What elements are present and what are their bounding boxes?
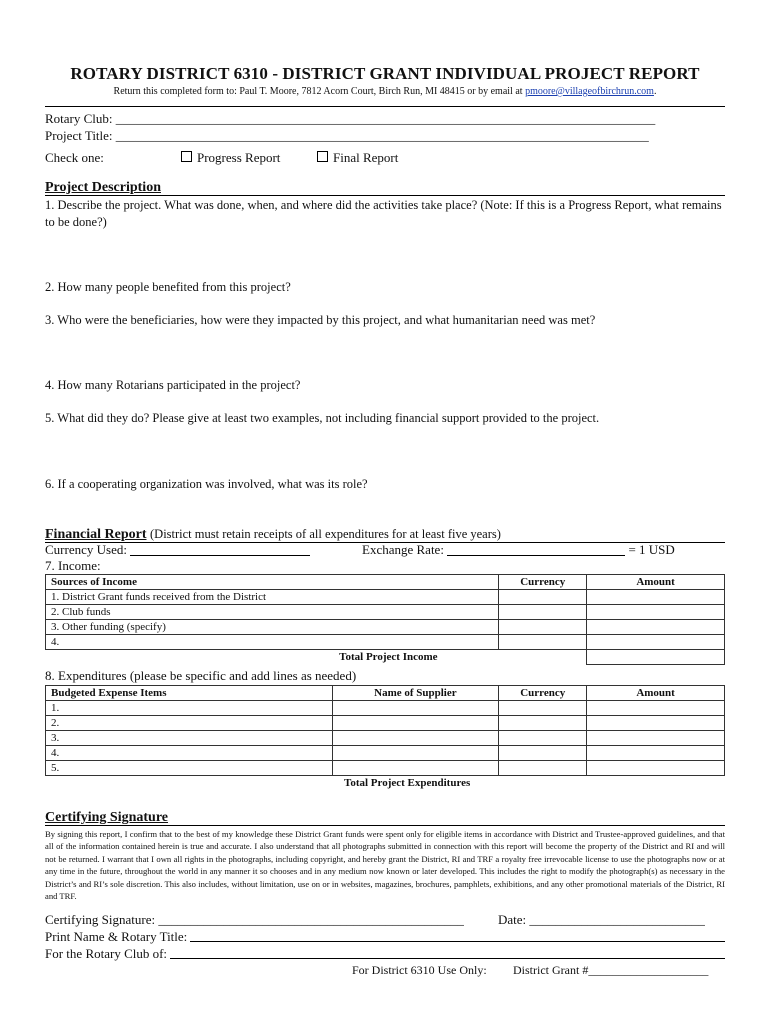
income-header-row — [46, 575, 725, 590]
income-row-label: 1. District Grant funds received from the District — [46, 590, 499, 605]
date-field[interactable]: Date: ___________________________ — [498, 912, 705, 927]
table-row — [46, 605, 725, 620]
table-row — [46, 590, 725, 605]
table-row — [46, 731, 725, 746]
expend-row-label[interactable]: 5. — [46, 761, 333, 776]
total-income-amount[interactable] — [587, 650, 725, 665]
income-amount-cell[interactable] — [587, 620, 725, 635]
income-amount-cell[interactable] — [587, 590, 725, 605]
question-3: 3. Who were the beneficiaries, how were they impacted by this project, and what humanitarian need was met? — [45, 313, 596, 327]
income-row-label: 4. — [46, 635, 499, 650]
table-row — [46, 701, 725, 716]
certifying-heading — [45, 811, 725, 826]
financial-report-title: Financial Report — [45, 527, 147, 542]
total-income-label: Total Project Income — [339, 651, 438, 664]
district-use-label: For District 6310 Use Only: — [352, 963, 487, 977]
spacer-cell — [587, 776, 725, 791]
table-row — [46, 746, 725, 761]
currency-cell[interactable] — [499, 746, 587, 761]
question-4: 4. How many Rotarians participated in the project? — [45, 378, 301, 392]
financial-report-note: (District must retain receipts of all expenditures for at least five years) — [150, 527, 501, 541]
currency-used-label: Currency Used: — [45, 542, 127, 557]
supplier-cell[interactable] — [332, 731, 499, 746]
print-name-row — [45, 929, 725, 945]
supplier-cell[interactable] — [332, 746, 499, 761]
project-title-field[interactable]: Project Title: __________________________________________________________________________________ — [45, 128, 649, 143]
income-currency-cell[interactable] — [499, 620, 587, 635]
amount-cell[interactable] — [587, 731, 725, 746]
email-link[interactable]: pmoore@villageofbirchrun.com — [525, 86, 654, 97]
expend-row-label[interactable]: 3. — [46, 731, 333, 746]
income-amount-cell[interactable] — [587, 635, 725, 650]
income-header-currency: Currency — [499, 575, 587, 590]
question-1: 1. Describe the project. What was done, when, and where did the activities take place? (Note: If this is a Progress Report, what remains to be done?) — [45, 198, 722, 229]
table-row — [46, 620, 725, 635]
page-title: ROTARY DISTRICT 6310 - DISTRICT GRANT INDIVIDUAL PROJECT REPORT — [70, 64, 700, 83]
exchange-rate-field[interactable] — [447, 543, 625, 556]
income-amount-cell[interactable] — [587, 605, 725, 620]
checkbox-icon[interactable] — [181, 151, 192, 162]
usd-label: = 1 USD — [628, 542, 675, 557]
for-club-field[interactable] — [170, 946, 725, 959]
total-expend-label: Total Project Expenditures — [344, 777, 471, 789]
question-5: 5. What did they do? Please give at least two examples, not including financial support provided to the project. — [45, 411, 600, 425]
for-club-label: For the Rotary Club of: — [45, 946, 168, 961]
project-description-heading — [45, 181, 725, 196]
amount-cell[interactable] — [587, 746, 725, 761]
progress-report-option[interactable] — [181, 150, 280, 166]
supplier-cell[interactable] — [332, 701, 499, 716]
return-period: . — [653, 86, 657, 97]
income-total-row — [46, 650, 725, 665]
rotary-club-field[interactable]: Rotary Club: ___________________________________________________________________________________ — [45, 111, 656, 126]
expend-header-row — [46, 686, 725, 701]
supplier-cell[interactable] — [332, 716, 499, 731]
table-row — [46, 716, 725, 731]
final-report-option[interactable] — [317, 150, 398, 166]
certifying-title: Certifying Signature — [45, 810, 169, 825]
progress-report-label: Progress Report — [197, 150, 281, 165]
expend-row-label[interactable]: 1. — [46, 701, 333, 716]
print-name-field[interactable] — [190, 929, 725, 942]
exchange-rate-row — [362, 542, 675, 558]
income-row-label: 3. Other funding (specify) — [46, 620, 499, 635]
currency-used-row — [45, 542, 310, 558]
expend-header-items: Budgeted Expense Items — [46, 686, 333, 701]
spacer-cell — [46, 776, 333, 791]
income-currency-cell[interactable] — [499, 605, 587, 620]
table-row — [46, 635, 725, 650]
return-text: Return this completed form to: Paul T. Moore, 7812 Acorn Court, Birch Run, MI 48415 or by email at — [113, 86, 523, 97]
expend-row-label[interactable]: 2. — [46, 716, 333, 731]
income-currency-cell[interactable] — [499, 635, 587, 650]
check-one-label: Check one: — [45, 150, 104, 165]
signature-field[interactable]: Certifying Signature: _______________________________________________ — [45, 912, 464, 927]
income-currency-cell[interactable] — [499, 590, 587, 605]
return-instructions — [45, 86, 725, 97]
income-header-amount: Amount — [587, 575, 725, 590]
table-row — [46, 761, 725, 776]
amount-cell[interactable] — [587, 761, 725, 776]
header-divider — [45, 106, 725, 107]
final-report-label: Final Report — [333, 150, 399, 165]
income-label: 7. Income: — [45, 558, 101, 573]
expend-header-currency: Currency — [499, 686, 587, 701]
expend-row-label[interactable]: 4. — [46, 746, 333, 761]
currency-used-field[interactable] — [130, 543, 310, 556]
amount-cell[interactable] — [587, 716, 725, 731]
expend-header-supplier: Name of Supplier — [332, 686, 499, 701]
currency-cell[interactable] — [499, 731, 587, 746]
currency-cell[interactable] — [499, 761, 587, 776]
expend-header-amount: Amount — [587, 686, 725, 701]
currency-cell[interactable] — [499, 701, 587, 716]
expenditures-label: 8. Expenditures (please be specific and add lines as needed) — [45, 668, 357, 683]
expend-total-row — [46, 776, 725, 791]
income-table — [45, 574, 725, 665]
checkbox-icon[interactable] — [317, 151, 328, 162]
for-club-row — [45, 946, 725, 962]
financial-report-heading — [45, 527, 725, 543]
amount-cell[interactable] — [587, 701, 725, 716]
project-description-title: Project Description — [45, 180, 161, 195]
certification-text: By signing this report, I confirm that to the best of my knowledge these District Grant funds were spent only for eligible items in accordance with District and Trustee-approved guidelines, and that all of the information contained herein is true and accurate. I also understand that all photographs submitted in connection with this report will become the property of the District and RI and will not be returned. I warrant that I own all rights in the photographs, including copyright, and hereby grant the District, RI and TRF a royalty free irrevocable license to use the photographs now or at any time in the future, throughout the world in any manner it so chooses and in any medium now known or later developed. This includes the right to modify the photograph(s) as necessary in the District’s and RI’s sole discretion. This also includes, without limitation, use on or in websites, magazines, brochures, pamphlets, exhibitions, and any other promotional materials of the District, RI and TRF. — [45, 829, 725, 902]
income-row-label: 2. Club funds — [46, 605, 499, 620]
supplier-cell[interactable] — [332, 761, 499, 776]
income-header-source: Sources of Income — [46, 575, 499, 590]
print-name-label: Print Name & Rotary Title: — [45, 929, 188, 944]
exchange-rate-label: Exchange Rate: — [362, 542, 444, 557]
question-2: 2. How many people benefited from this project? — [45, 280, 291, 294]
district-grant-field[interactable]: District Grant #____________________ — [513, 963, 709, 977]
question-6: 6. If a cooperating organization was involved, what was its role? — [45, 477, 368, 491]
currency-cell[interactable] — [499, 716, 587, 731]
expenditures-table — [45, 685, 725, 790]
